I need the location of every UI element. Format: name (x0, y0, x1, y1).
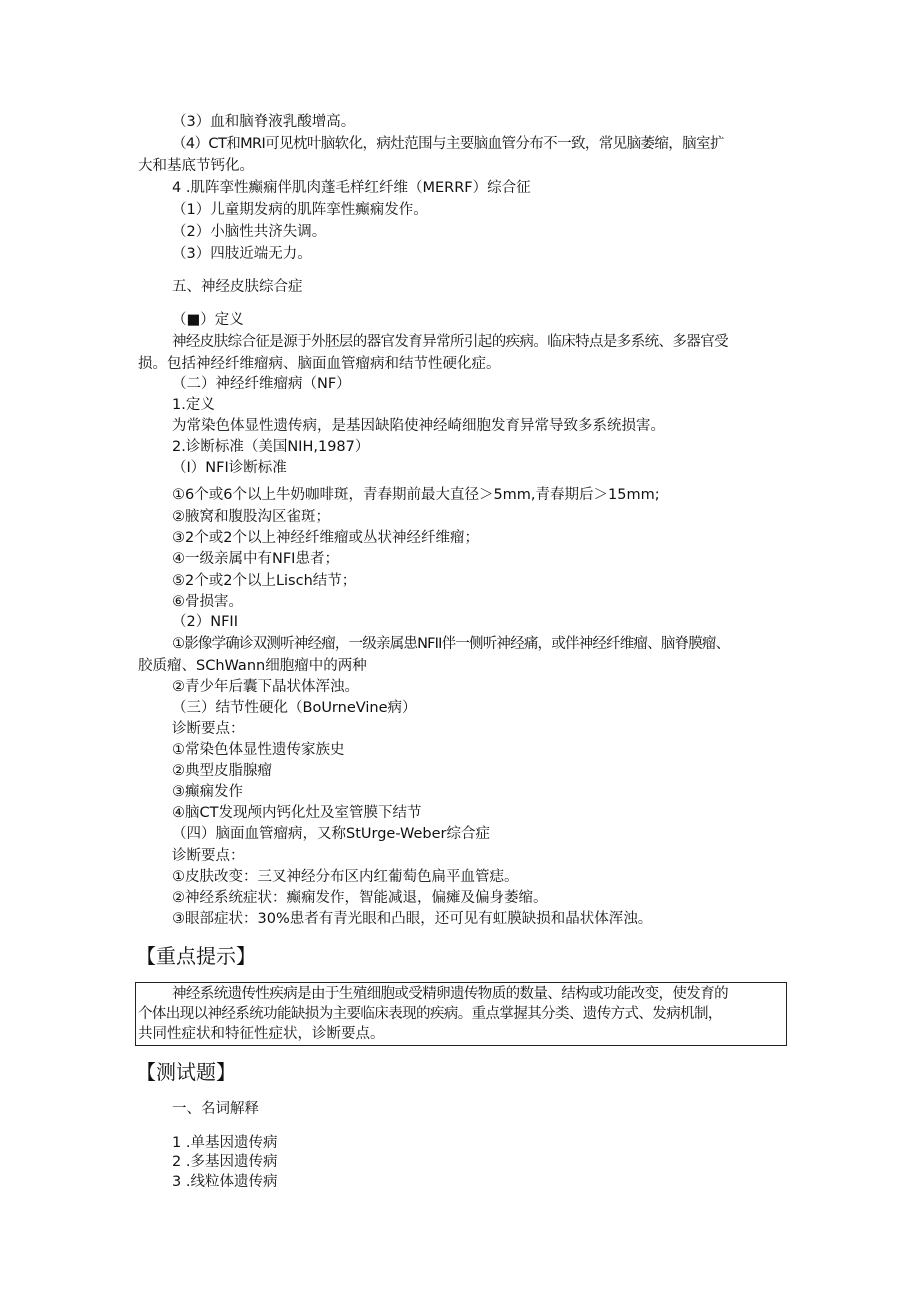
test-heading: 【测试题】 (136, 1060, 236, 1084)
list-item: 3 .线粒体遗传病 (172, 1174, 278, 1190)
text-line: 大和基底节钙化。 (138, 158, 254, 174)
text-line: （三）结节性硬化（BoUrneVine病） (172, 700, 417, 716)
text-line: （2）NFII (172, 614, 238, 630)
text-line: （4）CT和MRI可见枕叶脑软化，病灶范围与主要脑血管分布不一致，常见脑萎缩，脑室扩 (172, 136, 724, 152)
list-item: ①6个或6个以上牛奶咖啡斑，青春期前最大直径＞5mm,青春期后＞15mm; (172, 487, 660, 503)
list-item: ①影像学确诊双测听神经瘤，一级亲属患NFII伴一侧听神经痛，或伴神经纤维瘤、脑脊膜瘤、 (172, 636, 730, 652)
text-line: （2）小脑性共济失调。 (172, 224, 327, 240)
text-line: 4 .肌阵挛性癫痫伴肌肉蓬毛样红纤维（MERRF）综合征 (172, 180, 531, 196)
key-points-line: 个体出现以神经系统功能缺损为主要临床表现的疾病。重点掌握其分类、遗传方式、发病机制， (138, 1006, 722, 1022)
text-line: （3）四肢近端无力。 (172, 246, 312, 262)
list-item: ③癫痫发作 (172, 784, 243, 800)
text-line: 1.定义 (172, 397, 215, 413)
key-points-line: 神经系统遗传性疾病是由于生殖细胞或受精卵遗传物质的数量、结构或功能改变，使发育的 (172, 986, 728, 1002)
text-line: 诊断要点： (172, 848, 245, 864)
text-line: （二）神经纤维瘤病（NF） (172, 376, 351, 392)
text-line: （3）血和脑脊液乳酸增高。 (172, 114, 356, 130)
text-line: 为常染色体显性遗传病，是基因缺陷使神经崎细胞发育异常导致多系统损害。 (172, 418, 665, 434)
text-line: （I）NFI诊断标准 (172, 460, 287, 476)
text-line: 损。包括神经纤维瘤病、脑面血管瘤病和结节性硬化症。 (138, 356, 501, 372)
list-item: ④脑CT发现颅内钙化灶及室管膜下结节 (172, 805, 422, 821)
key-points-line: 共同性症状和特征性症状，诊断要点。 (138, 1026, 385, 1042)
list-item: ⑥骨损害。 (172, 594, 243, 610)
list-item: ①常染色体显性遗传家族史 (172, 742, 345, 758)
section-title: 一、名词解释 (172, 1101, 259, 1117)
list-item: ②青少年后囊下晶状体浑浊。 (172, 679, 359, 695)
list-item: ①皮肤改变：三叉神经分布区内红葡萄色扁平血管痣。 (172, 869, 519, 885)
text-line: （1）儿童期发病的肌阵挛性癫痫发作。 (172, 202, 428, 218)
list-item: ③2个或2个以上神经纤维瘤或丛状神经纤维瘤； (172, 530, 479, 546)
list-item: ④一级亲属中有NFI患者； (172, 551, 339, 567)
text-line: （四）脑面血管瘤病，又称StUrge-Weber综合症 (172, 826, 490, 842)
list-item: ②神经系统症状：癫痫发作，智能减退，偏瘫及偏身萎缩。 (172, 890, 548, 906)
section-title: 五、神经皮肤综合症 (172, 279, 303, 295)
list-item: 2 .多基因遗传病 (172, 1154, 278, 1170)
text-line: （■）定义 (172, 312, 244, 328)
list-item: ②腋窝和腹股沟区雀斑； (172, 509, 330, 525)
text-line: 诊断要点： (172, 721, 245, 737)
list-item: 1 .单基因遗传病 (172, 1135, 278, 1151)
list-item: ③眼部症状：30%患者有青光眼和凸眼，还可见有虹膜缺损和晶状体浑浊。 (172, 911, 653, 927)
text-line: 神经皮肤综合征是源于外胚层的器官发育异常所引起的疾病。临床特点是多系统、多器官受 (172, 334, 728, 350)
text-line: 2.诊断标准（美国NIH,1987） (172, 439, 370, 455)
key-points-heading: 【重点提示】 (136, 944, 256, 968)
key-points-box (135, 982, 787, 1046)
text-line: 胶质瘤、SChWann细胞瘤中的两种 (138, 658, 367, 674)
list-item: ②典型皮脂腺瘤 (172, 763, 272, 779)
list-item: ⑤2个或2个以上Lisch结节； (172, 573, 357, 589)
